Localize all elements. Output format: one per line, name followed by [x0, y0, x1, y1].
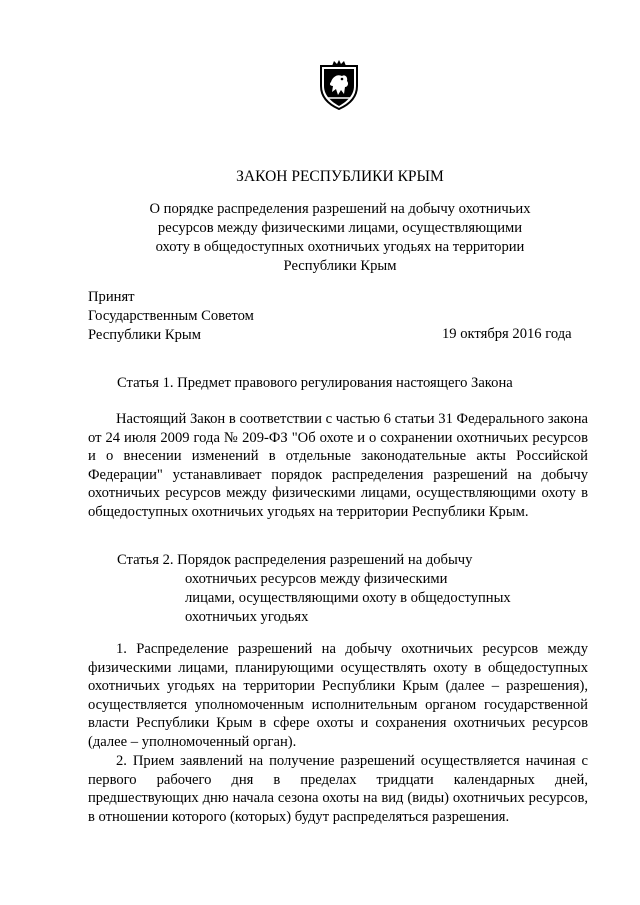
article-1-paragraph [88, 410, 588, 522]
article-2-paragraph-1-text: 1. Распределение разрешений на добычу охотничьих ресурсов между физическими лицами, планирующими осуществлять охоту в общедоступных охотничьих угодьях на территории Республики Крым (далее – разрешения), осуществляется уполномоченным исполнительным органом государственной власти Республики Крым в сфере охоты и сохранения охотничьих ресурсов (далее – уполномоченный орган). [88, 641, 588, 750]
article-2-title-line: охотничьих ресурсов между физическими [185, 571, 448, 587]
adoption-date: 19 октября 2016 года [442, 326, 572, 342]
adoption-block [88, 288, 254, 345]
article-2-title-line: охотничьих угодьях [185, 609, 309, 625]
article-1-text: Настоящий Закон в соответствии с частью 6 статьи 31 Федерального закона от 24 июля 2009 года № 209-ФЗ "Об охоте и о сохранении охотничьих ресурсов и о внесении изменений в отдельные законодательные акты Российской Федерации" устанавливает порядок распределения разрешений на добычу охотничьих ресурсов между физическими лицами, осуществляющими охоту в общедоступных охотничьих угодьях на территории Республики Крым. [88, 411, 588, 520]
subtitle-line: Республики Крым [283, 258, 397, 274]
article-1-title: Статья 1. Предмет правового регулирования настоящего Закона [117, 375, 513, 391]
law-subtitle [130, 200, 550, 276]
article-2-paragraph-1 [88, 640, 588, 752]
article-2-title-continuation [185, 570, 511, 627]
article-2-title-line: лицами, осуществляющими охоту в общедоступных [185, 590, 511, 606]
subtitle-line: охоту в общедоступных охотничьих угодьях на территории [155, 239, 525, 255]
law-title: ЗАКОН РЕСПУБЛИКИ КРЫМ [236, 168, 444, 185]
adoption-line: Принят [88, 289, 135, 305]
adoption-line: Республики Крым [88, 327, 201, 343]
subtitle-line: ресурсов между физическими лицами, осуществляющими [157, 220, 523, 236]
adoption-line: Государственным Советом [88, 308, 254, 324]
crimea-coat-of-arms-icon [318, 60, 360, 110]
article-2-title: Статья 2. Порядок распределения разрешений на добычу [117, 552, 473, 568]
article-2-paragraph-2 [88, 752, 588, 826]
subtitle-line: О порядке распределения разрешений на добычу охотничьих [149, 201, 531, 217]
article-2-paragraph-2-text: 2. Прием заявлений на получение разрешений осуществляется начиная с первого рабочего дня в пределах тридцати календарных дней, предшествующих дню начала сезона охоты на вид (виды) охотничьих ресурсов, в отношении которого (которых) будут распределяться разрешения. [88, 753, 588, 825]
